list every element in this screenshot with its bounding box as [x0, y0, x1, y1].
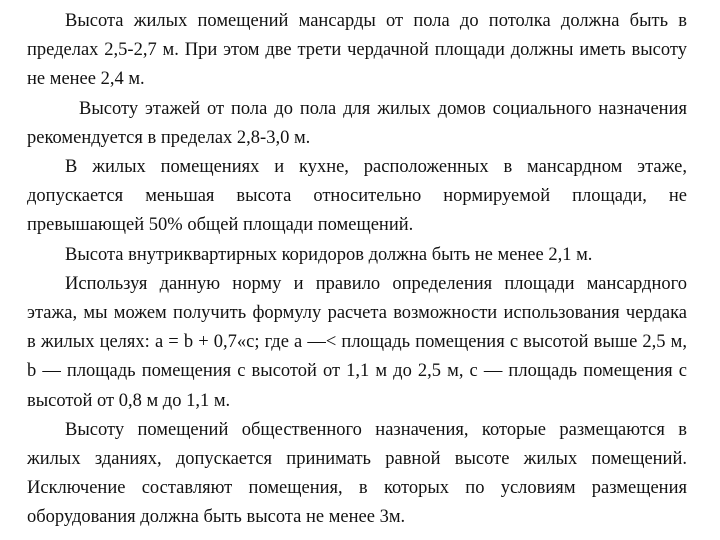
paragraph-floor-height: Высоту этажей от пола до пола для жилых домов социального назначения рекомендуется в пределах 2,8-3,0 м.	[27, 98, 687, 148]
paragraph-area-formula: Используя данную норму и правило определения площади мансардного этажа, мы можем получить формулу расчета возможности использования чердака в жилых целях: а = b + 0,7«с; где а —< площадь помещения с высотой выше 2,5 м, b — площадь помещения с высотой от 1,1 м до 2,5 м, с — площадь помещения с высотой от 0,8 м до 1,1 м.	[27, 273, 687, 411]
paragraph-attic-room-height: Высота жилых помещений мансарды от пола до потолка должна быть в пределах 2,5-2,7 м. При этом две трети чердачной площади должны иметь высоту не менее 2,4 м.	[27, 11, 687, 90]
document-body	[27, 7, 687, 533]
paragraph-corridor-height: Высота внутриквартирных коридоров должна быть не менее 2,1 м.	[65, 244, 593, 265]
paragraph-reduced-height: В жилых помещениях и кухне, расположенных в мансардном этаже, допускается меньшая высота относительно нормируемой площади, не превышающей 50% общей площади помещений.	[27, 157, 687, 236]
paragraph-public-rooms: Высоту помещений общественного назначения, которые размещаются в жилых зданиях, допускается принимать равной высоте жилых помещений. Исключение составляют помещения, в которых по условиям размещения оборудования должна быть высота не менее 3м.	[27, 419, 687, 528]
